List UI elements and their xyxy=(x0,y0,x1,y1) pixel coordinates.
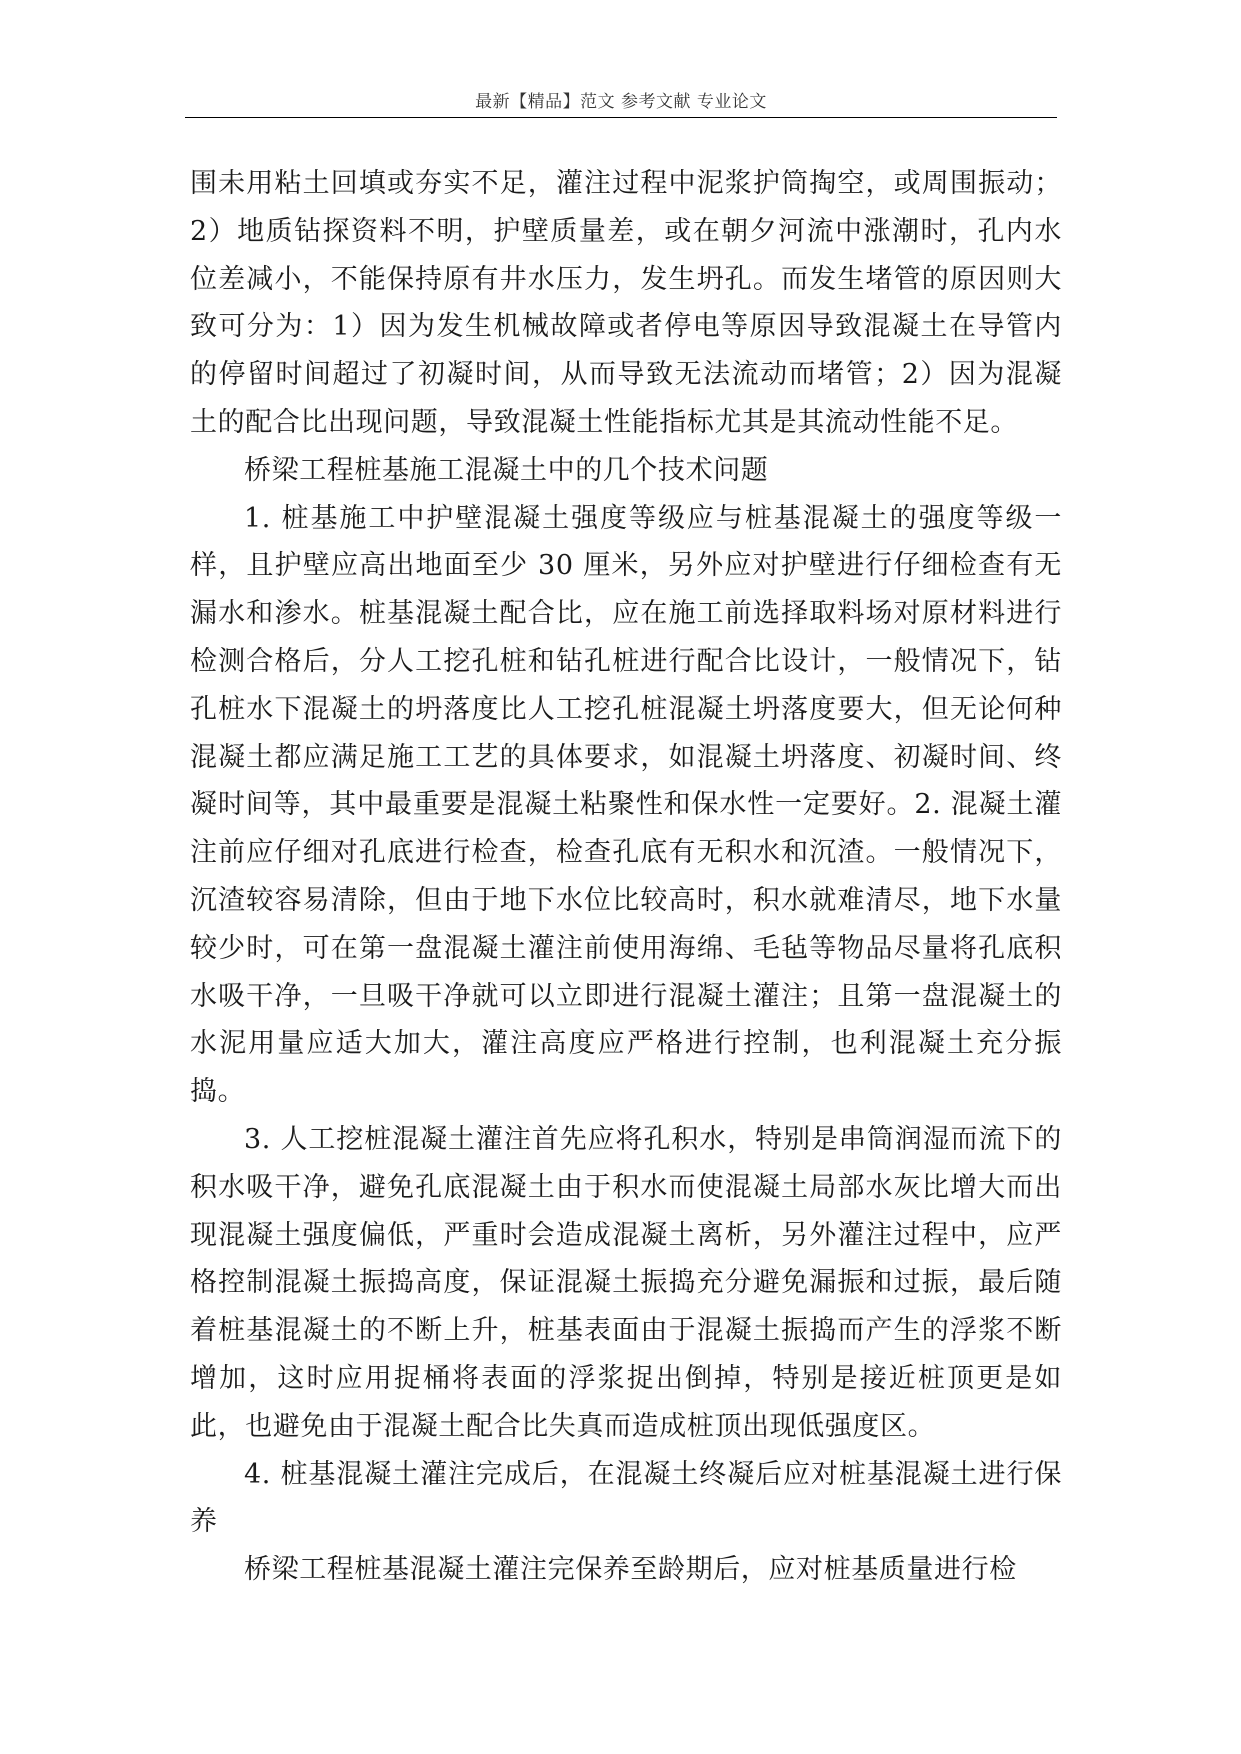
page-header: 最新【精品】范文 参考文献 专业论文 xyxy=(475,92,767,112)
section-heading: 桥梁工程桩基施工混凝土中的几个技术问题 xyxy=(244,454,769,486)
paragraph-5: 桥梁工程桩基混凝土灌注完保养至龄期后，应对桩基质量进行检 xyxy=(244,1554,1017,1586)
paragraph-4: 4. 桩基混凝土灌注完成后，在混凝土终凝后应对桩基混凝土进行保养 xyxy=(190,1458,1062,1538)
document-body xyxy=(190,160,1062,1594)
paragraph-1: 围未用粘土回填或夯实不足，灌注过程中泥浆护筒掏空，或周围振动；2）地质钻探资料不明，护壁质量差，或在朝夕河流中涨潮时，孔内水位差减小，不能保持原有井水压力，发生坍孔。而发生堵管的原因则大致可分为：1）因为发生机械故障或者停电等原因导致混凝土在导管内的停留时间超过了初凝时间，从而导致无法流动而堵管；2）因为混凝土的配合比出现问题，导致混凝土性能指标尤其是其流动性能不足。 xyxy=(190,168,1062,438)
paragraph-2: 1. 桩基施工中护壁混凝土强度等级应与桩基混凝土的强度等级一样，且护壁应高出地面至少 30 厘米，另外应对护壁进行仔细检查有无漏水和渗水。桩基混凝土配合比，应在施工前选择取料场对原材料进行检测合格后，分人工挖孔桩和钻孔桩进行配合比设计，一般情况下，钻孔桩水下混凝土的坍落度比人工挖孔桩混凝土坍落度要大，但无论何种混凝土都应满足施工工艺的具体要求，如混凝土坍落度、初凝时间、终凝时间等，其中最重要是混凝土粘聚性和保水性一定要好。2. 混凝土灌注前应仔细对孔底进行检查，检查孔底有无积水和沉渣。一般情况下，沉渣较容易清除，但由于地下水位比较高时，积水就难清尽，地下水量较少时，可在第一盘混凝土灌注前使用海绵、毛毡等物品尽量将孔底积水吸干净，一旦吸干净就可以立即进行混凝土灌注；且第一盘混凝土的水泥用量应适大加大，灌注高度应严格进行控制，也利混凝土充分振捣。 xyxy=(190,502,1062,1108)
paragraph-3: 3. 人工挖桩混凝土灌注首先应将孔积水，特别是串筒润湿而流下的积水吸干净，避免孔底混凝土由于积水而使混凝土局部水灰比增大而出现混凝土强度偏低，严重时会造成混凝土离析，另外灌注过程中，应严格控制混凝土振捣高度，保证混凝土振捣充分避免漏振和过振，最后随着桩基混凝土的不断上升，桩基表面由于混凝土振捣而产生的浮浆不断增加，这时应用捉桶将表面的浮浆捉出倒掉，特别是接近桩顶更是如此，也避免由于混凝土配合比失真而造成桩顶出现低强度区。 xyxy=(190,1123,1062,1442)
header-rule xyxy=(185,117,1057,118)
